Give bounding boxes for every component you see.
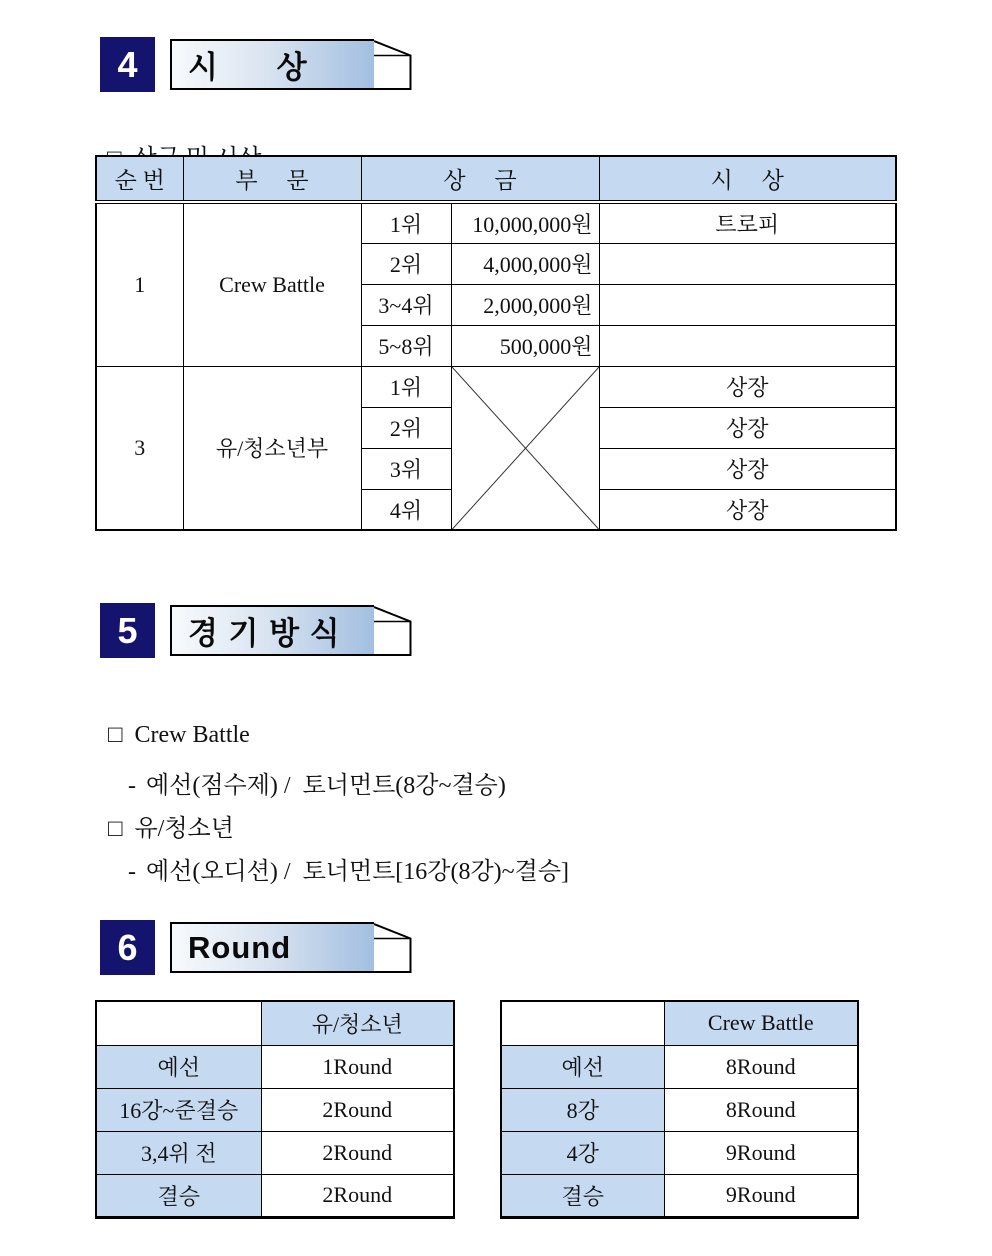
- header-division: 부 문: [183, 156, 361, 202]
- table-row: [501, 1088, 858, 1131]
- rank-cell: 5~8위: [361, 325, 451, 366]
- round-table-crew-battle: [500, 1000, 859, 1219]
- round-cell: 9Round: [664, 1131, 858, 1174]
- award-cell: 트로피: [599, 202, 896, 243]
- table-row: [96, 1001, 454, 1045]
- round-table-youth: [95, 1000, 455, 1219]
- stage-cell: 3,4위 전: [96, 1131, 261, 1174]
- round-cell: 8Round: [664, 1045, 858, 1088]
- method-text: 유/청소년: [134, 816, 234, 842]
- dash-bullet: -: [128, 773, 136, 799]
- stage-cell: 8강: [501, 1088, 664, 1131]
- award-table-header-row: [96, 156, 896, 202]
- section-number-badge: 4: [100, 37, 155, 92]
- table-row: [501, 1131, 858, 1174]
- section-number-badge: 6: [100, 920, 155, 975]
- table-row: [501, 1001, 858, 1045]
- award-cell: [599, 325, 896, 366]
- square-bullet-icon: □: [108, 722, 123, 748]
- rank-cell: 4위: [361, 489, 451, 530]
- header-prize: 상 금: [361, 156, 599, 202]
- table-row: [501, 1174, 858, 1217]
- award-cell: 상장: [599, 489, 896, 530]
- square-bullet-icon: □: [108, 816, 123, 842]
- table-row: [96, 1174, 454, 1217]
- table-row: [96, 1088, 454, 1131]
- award-cell: [599, 284, 896, 325]
- round-cell: 9Round: [664, 1174, 858, 1217]
- stage-cell: 결승: [501, 1174, 664, 1217]
- method-line: [116, 824, 569, 886]
- group-division: Crew Battle: [183, 202, 361, 366]
- method-text: 예선(오디션) / 토너먼트[16강(8강)~결승]: [146, 859, 569, 885]
- dash-bullet: -: [128, 859, 136, 885]
- prize-cell: 2,000,000원: [451, 284, 599, 325]
- section-awards-header: [100, 37, 374, 92]
- award-cell: 상장: [599, 407, 896, 448]
- round-cell: 2Round: [261, 1174, 454, 1217]
- section-title: 경 기 방 식: [188, 616, 341, 651]
- stage-cell: 예선: [96, 1045, 261, 1088]
- round-cell: 2Round: [261, 1088, 454, 1131]
- rank-cell: 2위: [361, 243, 451, 284]
- rank-cell: 3위: [361, 448, 451, 489]
- rank-cell: 1위: [361, 366, 451, 407]
- round-cell: 2Round: [261, 1131, 454, 1174]
- prize-cell: 10,000,000원: [451, 202, 599, 243]
- stage-cell: 16강~준결승: [96, 1088, 261, 1131]
- banner-fold-icon: [374, 922, 412, 974]
- method-text: 예선(점수제) / 토너먼트(8강~결승): [146, 773, 506, 799]
- group-no: 3: [96, 366, 183, 530]
- round-cell: 8Round: [664, 1088, 858, 1131]
- table-row: [501, 1045, 858, 1088]
- rank-cell: 3~4위: [361, 284, 451, 325]
- section-number-badge: 5: [100, 603, 155, 658]
- section-round-header: [100, 920, 374, 975]
- section-title: Round: [188, 929, 292, 965]
- header-award: 시 상: [599, 156, 896, 202]
- header-no: 순 번: [96, 156, 183, 202]
- crossed-out-cell: [451, 366, 599, 530]
- prize-cell: 4,000,000원: [451, 243, 599, 284]
- prize-cell: 500,000원: [451, 325, 599, 366]
- award-cell: [599, 243, 896, 284]
- stage-cell: 예선: [501, 1045, 664, 1088]
- section-banner: [170, 605, 374, 656]
- banner-fold-icon: [374, 605, 412, 657]
- round-cell: 1Round: [261, 1045, 454, 1088]
- table-row: [96, 366, 896, 407]
- column-header: 유/청소년: [261, 1001, 454, 1045]
- table-row: [96, 1045, 454, 1088]
- group-division: 유/청소년부: [183, 366, 361, 530]
- rank-cell: 2위: [361, 407, 451, 448]
- stage-cell: 결승: [96, 1174, 261, 1217]
- group-no: 1: [96, 202, 183, 366]
- diagonal-cross-icon: [452, 367, 599, 530]
- table-row: [96, 1131, 454, 1174]
- award-table: [95, 155, 897, 531]
- section-banner: [170, 922, 374, 973]
- corner-cell: [501, 1001, 664, 1045]
- award-cell: 상장: [599, 448, 896, 489]
- banner-fold-icon: [374, 39, 412, 91]
- rank-cell: 1위: [361, 202, 451, 243]
- section-title: 시 상: [188, 50, 308, 85]
- method-text: Crew Battle: [134, 722, 250, 748]
- section-banner: [170, 39, 374, 90]
- stage-cell: 4강: [501, 1131, 664, 1174]
- award-cell: 상장: [599, 366, 896, 407]
- section-method-header: [100, 603, 374, 658]
- column-header: Crew Battle: [664, 1001, 858, 1045]
- corner-cell: [96, 1001, 261, 1045]
- table-row: [96, 202, 896, 243]
